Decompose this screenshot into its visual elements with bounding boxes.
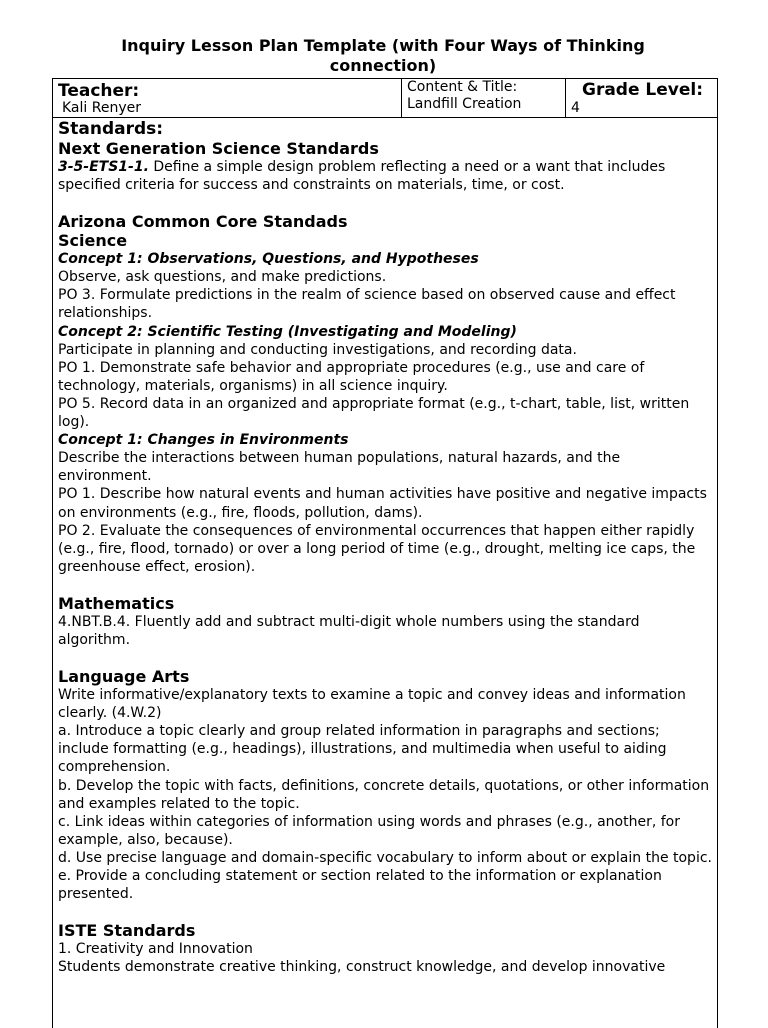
concept-line: Describe the interactions between human populations, natural hazards, and the environment.	[58, 450, 621, 485]
grade-level-value: 4	[571, 100, 580, 116]
concept-line: PO 2. Evaluate the consequences of environmental occurrences that happen either rapidly (e.g., fire, flood, tornado) or over a long period of time (e.g., drought, melting ice caps, the greenhouse effect, erosion).	[58, 522, 696, 575]
math-standard: 4.NBT.B.4. Fluently add and subtract multi-digit whole numbers using the standard algorithm.	[58, 613, 640, 648]
lesson-plan-table	[52, 78, 718, 1028]
ngss-code: 3-5-ETS1-1.	[58, 159, 149, 175]
ngss-standard	[58, 158, 712, 194]
arizona-heading: Arizona Common Core Standads	[58, 212, 348, 232]
concept-title: Concept 2: Scientific Testing (Investigating and Modeling)	[58, 323, 517, 340]
ngss-text: Define a simple design problem reflecting a need or a want that includes specified criteria for success and constraints on materials, time, or cost.	[58, 159, 666, 194]
teacher-label: Teacher:	[58, 81, 140, 101]
language-arts-line: Write informative/explanatory texts to examine a topic and convey ideas and information clearly. (4.W.2)	[58, 687, 686, 722]
language-arts-line: b. Develop the topic with facts, definitions, concrete details, quotations, or other information and examples related to the topic.	[58, 777, 710, 812]
concept-line: PO 1. Describe how natural events and human activities have positive and negative impacts on environments (e.g., fire, floods, pollution, dams).	[58, 486, 707, 521]
standards-heading: Standards:	[58, 119, 164, 139]
content-title-cell	[402, 79, 566, 117]
grade-level-cell	[566, 79, 717, 117]
language-arts-heading: Language Arts	[58, 667, 190, 687]
science-heading: Science	[58, 231, 128, 251]
language-arts-line: d. Use precise language and domain-specific vocabulary to inform about or explain the topic.	[58, 849, 712, 866]
concept-line: Participate in planning and conducting investigations, and recording data.	[58, 341, 577, 358]
teacher-value: Kali Renyer	[62, 100, 141, 116]
iste-line: 1. Creativity and Innovation	[58, 941, 253, 958]
document-title: Inquiry Lesson Plan Template (with Four Ways of Thinking connection)	[121, 36, 645, 75]
concept-title: Concept 1: Changes in Environments	[58, 432, 349, 449]
language-arts-line: a. Introduce a topic clearly and group related information in paragraphs and sections; include formatting (e.g., headings), illustrations, and multimedia when useful to aiding comprehension.	[58, 723, 667, 776]
language-arts-line: e. Provide a concluding statement or section related to the information or explanation presented.	[58, 868, 662, 903]
concept-title: Concept 1: Observations, Questions, and Hypotheses	[58, 251, 479, 268]
header-row	[53, 79, 717, 118]
iste-line: Students demonstrate creative thinking, construct knowledge, and develop innovative	[58, 959, 666, 976]
grade-level-label: Grade Level:	[582, 80, 704, 100]
teacher-cell	[53, 79, 402, 117]
standards-section	[58, 119, 712, 976]
language-arts-line: c. Link ideas within categories of information using words and phrases (e.g., another, for example, also, because).	[58, 813, 680, 848]
concept-line: PO 1. Demonstrate safe behavior and appropriate procedures (e.g., use and care of technology, materials, organisms) in all science inquiry.	[58, 359, 645, 394]
iste-heading: ISTE Standards	[58, 921, 196, 941]
concept-line: PO 3. Formulate predictions in the realm of science based on observed cause and effect relationships.	[58, 287, 676, 322]
math-heading: Mathematics	[58, 593, 175, 613]
content-title-label: Content & Title:	[407, 79, 518, 95]
concept-line: PO 5. Record data in an organized and appropriate format (e.g., t-chart, table, list, written log).	[58, 395, 690, 431]
ngss-heading: Next Generation Science Standards	[58, 139, 379, 158]
concept-line: Observe, ask questions, and make predictions.	[58, 269, 387, 286]
content-title-value: Landfill Creation	[407, 96, 522, 112]
